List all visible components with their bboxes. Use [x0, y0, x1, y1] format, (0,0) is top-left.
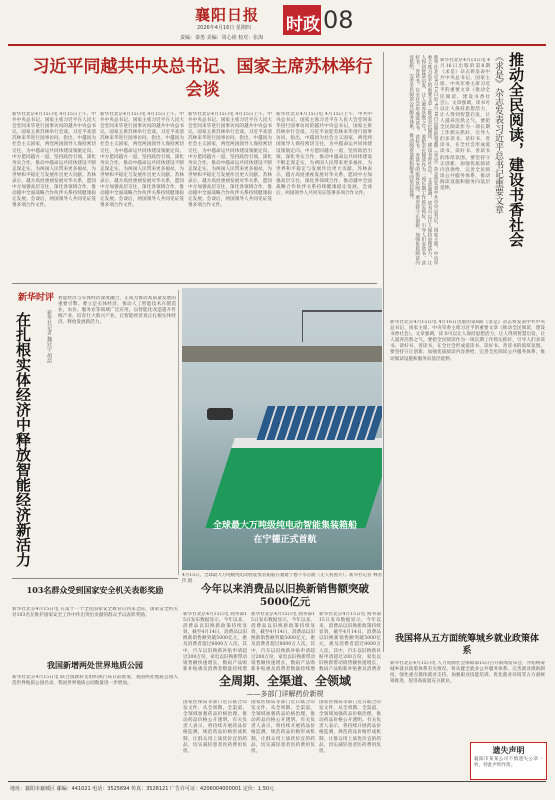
- notice-title: 遗失声明: [492, 745, 525, 755]
- footer-text: 地址：襄阳市襄城区 邮编：441021 电话：3525694 传真：3528121 广告许可证：4206004000001 定价：1.50元: [10, 786, 275, 792]
- right-story-title: 推动全民阅读，建设书香社会: [507, 52, 525, 247]
- commentary-body: 智能经济与实体经济深度融合，正成为推动高质量发展的重要引擎。要立足实体经济，推动人工智能技术在制造业、农业、服务业等领域广泛应用，以智能化改造提升传统产业，培育壮大新兴产业，让智能经济真正扎根实体经济，释放发展新活力。: [58, 296, 176, 326]
- news-103-title: 103名群众受到国家安全机关表彰奖励: [26, 585, 164, 595]
- consumption-body-2: 新华社北京4月15日电 商务部15日发布数据显示，今年以来，消费品以旧换新政策持续显效，截至4月14日，消费品以旧换新销售额突破5000亿元，惠及消费者超过8000万人次。其中，汽车以旧换新补贴申请超过200万份，家电以旧换新带动销售额快速增长，数码产品购新补贴惠及消费者数量持续增: [251, 612, 315, 672]
- commentary-tag: 新华时评: [18, 293, 55, 303]
- masthead: [0, 0, 555, 46]
- port-cranes: [302, 310, 382, 342]
- right-vertical-divider: [383, 52, 384, 652]
- section-label: 时政: [286, 15, 320, 35]
- consumption-headline: 今年以来消费品以旧换新销售额突破5000亿元: [201, 583, 369, 608]
- news-photo: [182, 288, 382, 570]
- right-story-body: 新华社北京4月15日电 4月16日出版的第8期《求是》杂志将发表中共中央总书记、国家主席、中央军委主席习近平的重要文章《推动全民阅读，建设书香社会》。文章强调，读书可以让人保持思想活力，让人得到智慧启发，让人滋养浩然之气。要把全民阅读作为一项长期工作抓实抓好，引导人们多读书、读好书、善读书，在全社会形成爱读书、读好书、善读书的浓厚氛围。要坚持守正创新，加强优质阅读内容供给，完善全民阅读公共服务体系，推动阅读设施和服务向基层延伸。: [440, 58, 490, 191]
- top-story-col-1: 新华社北京4月15日电 4月15日上午，中共中央总书记、国家主席习近平在人民大会堂同来华进行国事访问的越共中央总书记、国家主席苏林举行会谈。习近平欢迎苏林来华进行国事访问，指出，中越同为社会主义国家，两党两国领导人保持密切交往，为中越命运共同体建设领航定向。中方愿同越方一道，坚持政治引领，深化务实合作，推动中越命运共同体建设不断走深走实，为两国人民带来更多福祉，为世界和平稳定与发展作出更大贡献。苏林表示，越方高度重视发展对华关系，愿同中方加强高层交往，深化各领域合作，推动越中全面战略合作伙伴关系持续健康稳定发展。会谈后，两国领导人共同见证签署多项合作文件。: [12, 112, 96, 209]
- masthead-rule: [8, 44, 546, 46]
- notice-body: 襄阳市某某公司不慎遗失公章一枚，特此声明作废。: [474, 757, 543, 769]
- consumption-body-3: 新华社北京4月15日电 商务部15日发布数据显示，今年以来，消费品以旧换新政策持续显效，截至4月14日，消费品以旧换新销售额突破5000亿元，惠及消费者超过8000万人次。其中，汽车以旧换新补贴申请超过200万份，家电以旧换新带动销售额快速增长，数码产品购新补贴惠及消费者: [319, 612, 381, 672]
- paper-logo: 襄阳日报: [195, 6, 260, 24]
- right-story-col-left: 新华社北京4月15日电 4月16日出版的第8期《求是》杂志将发表中共中央总书记、国家主席、中央军委主席习近平的重要文章《推动全民阅读，建设书香社会》。文章强调，读书可以让人保持思想活力，让人得到智慧启发，让人滋养浩然之气。要把全民阅读作为一项长期工作抓实抓好，引导人们多读书、读好书、善读书，在全社会形成爱读书、读好书、善读书的浓厚氛围。要坚持守正创新，加强优质阅读内容供给，完善全民阅读公共服务体系，推动阅读设施和服务向基层延伸。: [408, 55, 438, 265]
- employment-title: 我国将从五方面统筹城乡就业政策体系: [394, 634, 539, 656]
- top-rule: [12, 283, 377, 284]
- containers: [256, 406, 382, 440]
- news-trade-title: 我国新增两处世界地质公园: [47, 660, 143, 670]
- page-number: 08: [323, 6, 354, 34]
- commentary-byline: 新华社记者 魏冠宇 胡喆: [46, 310, 52, 364]
- cargo-ship: [205, 438, 382, 528]
- editors-line: 责编：秦勇 美编：周心铭 校对：张海: [180, 35, 264, 41]
- employment-body: 新华社北京4月15日电 人力资源社会保障部15日召开新闻发布会，介绍统筹城乡就业政策体系有关情况。将从健全就业公共服务体系、完善就业援助制度、强化重点群体就业支持、加强职业技能培训、优化就业环境等五方面统筹推进，促进高质量充分就业。: [390, 661, 545, 685]
- consumer-body-2: 国家医保局等部门近日联合印发文件，从全周期、全渠道、全领域加强药品价格治理，推动药品价格公开透明。有关负责人表示，将持续开展药品价格监测，规范药品价格形成机制，让群众用上质优价宜的药品，切实减轻患者医药费用负担。: [251, 700, 315, 754]
- consumer-body-3: 国家医保局等部门近日联合印发文件，从全周期、全渠道、全领域加强药品价格治理，推动药品价格公开透明。有关负责人表示，将持续开展药品价格监测，规范药品价格形成机制，让群众用上质优价宜的药品，切实减轻患者医药费用负担。: [319, 700, 381, 754]
- tug-boat: [207, 408, 233, 420]
- left-briefs-rule: [12, 578, 178, 579]
- photo-overlay-subtitle: 在宁德正式首航: [253, 535, 317, 545]
- consumer-body-1: 国家医保局等部门近日联合印发文件，从全周期、全渠道、全领域加强药品价格治理，推动药品价格公开透明。有关负责人表示，将持续开展药品价格监测，规范药品价格形成机制，让群众用上质优价宜的药品，切实减轻患者医药费用负担。: [183, 700, 247, 754]
- consumption-body-1: 新华社北京4月15日电 商务部15日发布数据显示，今年以来，消费品以旧换新政策持续显效，截至4月14日，消费品以旧换新销售额突破5000亿元，惠及消费者超过8000万人次。其中，汽车以旧换新补贴申请超过200万份，家电以旧换新带动销售额快速增长，数码产品购新补贴惠及消费者数量持续增: [183, 612, 247, 672]
- top-story-col-3: 新华社北京4月15日电 4月15日上午，中共中央总书记、国家主席习近平在人民大会堂同来华进行国事访问的越共中央总书记、国家主席苏林举行会谈。习近平欢迎苏林来华进行国事访问，指出，中越同为社会主义国家，两党两国领导人保持密切交往，为中越命运共同体建设领航定向。中方愿同越方一道，坚持政治引领，深化务实合作，推动中越命运共同体建设不断走深走实，为两国人民带来更多福祉，为世界和平稳定与发展作出更大贡献。苏林表示，越方高度重视发展对华关系，愿同中方加强高层交往，深化各领域合作，推动越中全面战略合作伙伴关系持续健康稳定发展。会谈后，两国领导人共同见证签署多项合作文件。: [188, 112, 272, 209]
- top-story-col-4: 新华社北京4月15日电 4月15日上午，中共中央总书记、国家主席习近平在人民大会堂同来华进行国事访问的越共中央总书记、国家主席苏林举行会谈。习近平欢迎苏林来华进行国事访问，指出，中越同为社会主义国家，两党两国领导人保持密切交往，为中越命运共同体建设领航定向。中方愿同越方一道，坚持政治引领，深化务实合作，推动中越命运共同体建设不断走深走实，为两国人民带来更多福祉，为世界和平稳定与发展作出更大贡献。苏林表示，越方高度重视发展对华关系，愿同中方加强高层交往，深化各领域合作，推动越中全面战略合作伙伴关系持续健康稳定发展。会谈后，两国领导人共同见证签署多项合作文件。: [276, 112, 372, 197]
- footer-rule: [8, 781, 546, 782]
- date-line: 2026年4月16日 星期四: [197, 25, 251, 31]
- consumer-subhead: ——多部门详解药价新规: [246, 690, 324, 698]
- news-trade-body: 新华社北京4月15日电 联合国教科文组织执行局日前批准，我国两处地质公园入选世界地质公园名录，我国世界地质公园数量进一步增加。: [12, 675, 178, 687]
- right-story-subtitle: 《求是》杂志发表习近平总书记重要文章: [493, 52, 503, 214]
- commentary-divider: [178, 290, 179, 575]
- top-story-col-2: 新华社北京4月15日电 4月15日上午，中共中央总书记、国家主席习近平在人民大会堂同来华进行国事访问的越共中央总书记、国家主席苏林举行会谈。习近平欢迎苏林来华进行国事访问，指出，中越同为社会主义国家，两党两国领导人保持密切交往，为中越命运共同体建设领航定向。中方愿同越方一道，坚持政治引领，深化务实合作，推动中越命运共同体建设不断走深走实，为两国人民带来更多福祉，为世界和平稳定与发展作出更大贡献。苏林表示，越方高度重视发展对华关系，愿同中方加强高层交往，深化各领域合作，推动越中全面战略合作伙伴关系持续健康稳定发展。会谈后，两国领导人共同见证签署多项合作文件。: [100, 112, 184, 209]
- notice-box: [470, 742, 547, 780]
- right-story-body-2: 新华社北京4月15日电 4月16日出版的第8期《求是》杂志将发表中共中央总书记、国家主席、中央军委主席习近平的重要文章《推动全民阅读，建设书香社会》。文章强调，读书可以让人保持思想活力，让人得到智慧启发，让人滋养浩然之气。要把全民阅读作为一项长期工作抓实抓好，引导人们多读书、读好书、善读书，在全社会形成爱读书、读好书、善读书的浓厚氛围。要坚持守正创新，加强优质阅读内容供给，完善全民阅读公共服务体系，推动阅读设施和服务向基层延伸。: [390, 320, 545, 362]
- consumer-headline: 全周期、全渠道、全领域: [218, 674, 351, 688]
- port-dock: [182, 346, 382, 362]
- photo-overlay-title: 全球最大万吨级纯电动智能集装箱船: [212, 521, 357, 531]
- photo-caption: 4月15日，全球最大万吨级纯电动智能集装箱船在福建宁德下水首航（无人机照片）。新华社记者 林善传 摄: [182, 573, 382, 585]
- top-story-headline: 习近平同越共中央总书记、国家主席苏林举行会谈: [32, 57, 373, 100]
- news-103-body: 新华社北京4月15日电 在第十一个全民国家安全教育日到来之际，国家安全机关对103名在维护国家安全工作中作出突出贡献的群众予以表彰奖励。: [12, 607, 178, 619]
- commentary-title: 在扎根实体经济中释放智能经济新活力: [14, 312, 32, 567]
